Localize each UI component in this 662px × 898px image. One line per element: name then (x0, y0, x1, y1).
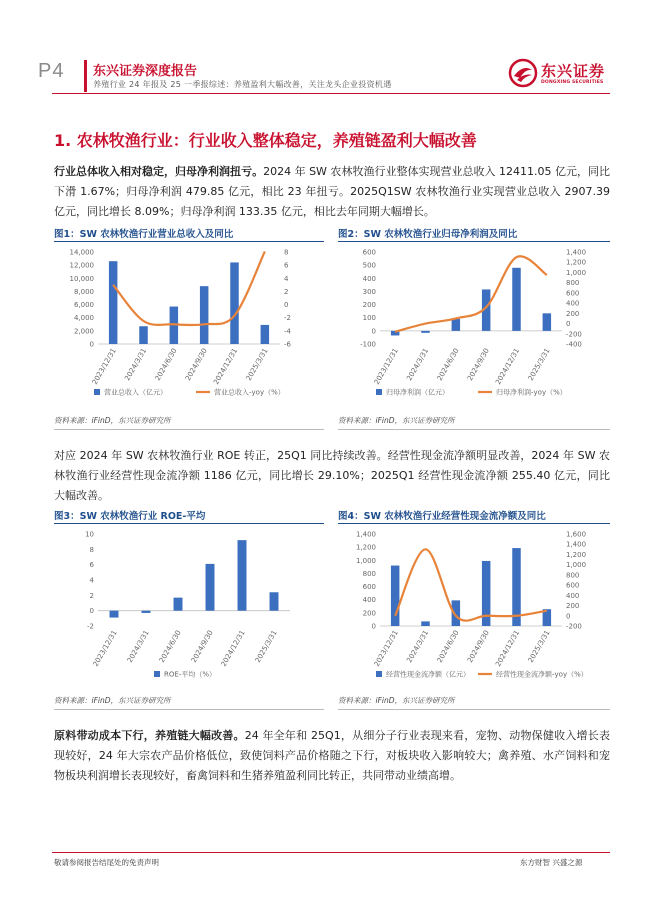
bar-mark (512, 268, 520, 331)
y-right-tick-label: 400 (566, 299, 580, 308)
y-left-tick-label: 0 (371, 327, 376, 336)
line-series (395, 549, 547, 620)
figure-4-bottom-rule (338, 709, 610, 710)
x-tick-label: 2024/3/31 (405, 347, 431, 383)
figure-2-chart (336, 244, 610, 404)
y-left-tick-label: 1,000 (355, 556, 376, 565)
bar-mark (261, 325, 269, 344)
y-left-tick-label: 200 (362, 609, 376, 618)
y-right-tick-label: -2 (284, 314, 291, 323)
y-left-tick-label: 4 (89, 576, 94, 585)
y-left-tick-label: 500 (362, 261, 376, 270)
bar-mark (200, 286, 208, 344)
figure-3-bottom-rule (54, 709, 324, 710)
y-right-tick-label: 600 (566, 289, 580, 298)
x-tick-label: 2024/12/31 (219, 629, 247, 668)
figure-3-source: 资料来源：iFinD，东兴证券研究所 (54, 696, 171, 705)
y-left-tick-label: 600 (362, 248, 376, 257)
legend-swatch (376, 671, 382, 677)
paragraph-body: 2024 年 SW 农林牧渔行业整体实现营业总收入 12411.05 亿元，同比下滑 1.67%；归母净利润 479.85 亿元，相比 23 年扭亏。2025Q1SW 农林牧渔行业实现营业总收入 2907.39 亿元，同比增长 8.09%；归母净利润 133.35 亿元，相比去年同期大幅增长。 (54, 165, 610, 218)
y-right-tick-label: 200 (566, 309, 580, 318)
y-right-tick-label: -200 (566, 330, 582, 339)
y-left-tick-label: -100 (360, 340, 376, 349)
line-series (395, 256, 547, 332)
bar-mark (452, 319, 460, 331)
y-right-tick-label: 1,400 (566, 540, 587, 549)
bar-mark (142, 611, 151, 613)
legend-label: 归母净利润（亿元） (386, 388, 449, 397)
report-subtitle: 养殖行业 24 年报及 25 一季报综述：养殖盈利大幅改善，关注龙头企业投资机遇 (93, 80, 392, 89)
paragraph-roe (54, 446, 610, 506)
x-tick-label: 2024/12/31 (494, 629, 522, 668)
y-right-tick-label: 2 (284, 287, 289, 296)
x-tick-label: 2024/3/31 (123, 347, 149, 383)
y-left-tick-label: 1,200 (355, 543, 376, 552)
x-tick-label: 2023/12/31 (90, 347, 118, 386)
x-tick-label: 2024/6/30 (153, 347, 179, 383)
y-left-tick-label: 0 (89, 607, 94, 616)
y-left-tick-label: 6 (89, 561, 94, 570)
y-right-tick-label: 800 (566, 571, 580, 580)
y-right-tick-label: -400 (566, 340, 582, 349)
y-left-tick-label: 10,000 (69, 274, 94, 283)
figure-1-rule (54, 241, 324, 242)
x-tick-label: 2024/9/30 (466, 629, 491, 665)
y-right-tick-label: -200 (566, 622, 582, 631)
y-right-tick-label: 800 (566, 279, 580, 288)
figure-2-source: 资料来源：iFinD，东兴证券研究所 (338, 416, 455, 425)
y-left-tick-label: 400 (362, 274, 376, 283)
page-number: P4 (38, 60, 65, 82)
paragraph-cost (54, 726, 610, 786)
x-tick-label: 2024/6/30 (435, 347, 461, 383)
x-tick-label: 2024/12/31 (212, 347, 240, 386)
y-right-tick-label: 1,200 (566, 258, 587, 267)
legend-swatch (154, 671, 160, 677)
legend-label: ROE-平均（%） (164, 670, 216, 679)
report-title: 东兴证券深度报告 (93, 64, 198, 79)
figure-3-rule (54, 523, 324, 524)
y-right-tick-label: 4 (284, 274, 289, 283)
line-series (113, 251, 265, 325)
y-left-tick-label: -2 (87, 622, 94, 631)
figure-1-title: 图1：SW 农林牧渔行业营业总收入及同比 (54, 229, 234, 240)
x-tick-label: 2023/12/31 (91, 629, 119, 668)
bar-mark (238, 540, 247, 611)
x-tick-label: 2025/3/31 (526, 347, 552, 383)
bar-mark (421, 331, 429, 333)
y-right-tick-label: -6 (284, 340, 291, 349)
y-left-tick-label: 800 (362, 569, 376, 578)
figure-1-chart (54, 244, 328, 404)
y-left-tick-label: 6,000 (73, 301, 94, 310)
y-right-tick-label: 6 (284, 261, 289, 270)
y-right-tick-label: 1,600 (566, 530, 587, 539)
y-left-tick-label: 2 (89, 591, 94, 600)
y-left-tick-label: 100 (362, 314, 376, 323)
y-right-tick-label: 1,400 (566, 248, 587, 257)
y-left-tick-label: 12,000 (69, 261, 94, 270)
legend-label: 营业总收入（亿元） (104, 388, 167, 397)
bar-mark (270, 592, 279, 610)
x-tick-label: 2024/6/30 (157, 629, 183, 665)
x-tick-label: 2025/3/31 (253, 629, 279, 665)
header-accent-bar (84, 60, 87, 92)
bar-mark (139, 326, 147, 344)
y-left-tick-label: 14,000 (69, 248, 94, 257)
y-right-tick-label: 1,000 (566, 561, 587, 570)
y-left-tick-label: 8,000 (73, 287, 94, 296)
y-left-tick-label: 300 (362, 287, 376, 296)
paragraph-body: 对应 2024 年 SW 农林牧渔行业 ROE 转正，25Q1 同比持续改善。经营性现金流净额明显改善，2024 年 SW 农林牧渔行业经营性现金流净额 1186 亿元，同比增长 29.10%；2025Q1 经营性现金流净额 255.40 亿元，同比大幅改善。 (54, 449, 610, 502)
figure-3-chart (54, 526, 328, 686)
paragraph-body: 24 年全年和 25Q1，从细分子行业表现来看，宠物、动物保健收入增长表现较好，24 年大宗农产品价格低位，致使饲料产品价格随之下行，对板块收入影响较大；禽养殖、水产饲料和宠物板块利润增长表现较好，畜禽饲料和生猪养殖盈利同比转正，共同带动业绩高增。 (54, 729, 610, 782)
bar-mark (174, 598, 183, 611)
footer-divider (52, 852, 610, 853)
bar-mark (543, 313, 551, 331)
y-left-tick-label: 0 (89, 340, 94, 349)
y-right-tick-label: 200 (566, 602, 580, 611)
x-tick-label: 2025/3/31 (526, 629, 552, 665)
paragraph-lead: 行业总体收入相对稳定，归母净利润扭亏。 (54, 165, 264, 178)
y-left-tick-label: 0 (371, 622, 376, 631)
x-tick-label: 2024/9/30 (466, 347, 491, 383)
x-tick-label: 2024/3/31 (405, 629, 431, 665)
x-tick-label: 2024/9/30 (184, 347, 209, 383)
bar-mark (109, 261, 117, 344)
y-right-tick-label: -4 (284, 327, 291, 336)
brand-logo-cn: 东兴证券 (541, 62, 606, 80)
y-right-tick-label: 0 (566, 320, 571, 329)
y-right-tick-label: 0 (284, 301, 289, 310)
x-tick-label: 2025/3/31 (244, 347, 270, 383)
y-left-tick-label: 1,400 (355, 530, 376, 539)
figure-2-title: 图2：SW 农林牧渔行业归母净利润及同比 (338, 229, 518, 240)
figure-1-source: 资料来源：iFinD，东兴证券研究所 (54, 416, 171, 425)
figure-3-title: 图3：SW 农林牧渔行业 ROE-平均 (54, 511, 206, 522)
y-right-tick-label: 1,000 (566, 268, 587, 277)
paragraph-lead: 原料带动成本下行，养殖链大幅改善。 (54, 729, 245, 742)
section-title: 1. 农林牧渔行业：行业收入整体稳定，养殖链盈利大幅改善 (54, 131, 477, 150)
bar-mark (230, 262, 238, 344)
x-tick-label: 2023/12/31 (372, 347, 400, 386)
brand-logo-en: DONGXING SECURITIES (541, 80, 604, 85)
y-left-tick-label: 10 (85, 530, 94, 539)
bar-mark (110, 611, 119, 618)
x-tick-label: 2024/9/30 (189, 629, 215, 665)
legend-label: 营业总收入-yoy（%） (214, 388, 285, 397)
bar-mark (421, 621, 429, 626)
legend-label: 经营性现金流净额-yoy（%） (496, 670, 588, 679)
legend-label: 经营性现金流净额（亿元） (386, 670, 470, 679)
y-left-tick-label: 4,000 (73, 314, 94, 323)
figure-4-source: 资料来源：iFinD，东兴证券研究所 (338, 696, 455, 705)
figure-2-rule (338, 241, 610, 242)
x-tick-label: 2023/12/31 (372, 629, 400, 668)
x-tick-label: 2024/3/31 (125, 629, 151, 665)
x-tick-label: 2024/6/30 (435, 629, 461, 665)
y-right-tick-label: 1,200 (566, 550, 587, 559)
footer-disclaimer: 敬请参阅报告结尾处的免责声明 (54, 858, 159, 867)
bar-mark (206, 564, 215, 611)
figure-4-chart (336, 526, 610, 686)
bar-mark (512, 548, 520, 626)
header-divider (52, 93, 610, 94)
y-right-tick-label: 8 (284, 248, 289, 257)
brand-logo-icon (508, 58, 538, 88)
brand-logo (508, 58, 608, 90)
y-left-tick-label: 400 (362, 596, 376, 605)
figure-4-title: 图4：SW 农林牧渔行业经营性现金流净额及同比 (338, 511, 546, 522)
bar-mark (391, 566, 399, 626)
figure-1-bottom-rule (54, 429, 324, 430)
y-right-tick-label: 600 (566, 581, 580, 590)
figure-4-rule (338, 523, 610, 524)
figure-2-bottom-rule (338, 429, 610, 430)
y-right-tick-label: 0 (566, 612, 571, 621)
y-left-tick-label: 2,000 (73, 327, 94, 336)
legend-swatch (376, 389, 382, 395)
y-left-tick-label: 8 (89, 545, 94, 554)
legend-swatch (94, 389, 100, 395)
y-left-tick-label: 600 (362, 583, 376, 592)
footer-slogan: 东方财智 兴盛之源 (520, 858, 583, 867)
x-tick-label: 2024/12/31 (494, 347, 522, 386)
legend-label: 归母净利润-yoy（%） (496, 388, 567, 397)
paragraph-revenue (54, 162, 610, 222)
y-left-tick-label: 200 (362, 301, 376, 310)
y-right-tick-label: 400 (566, 591, 580, 600)
